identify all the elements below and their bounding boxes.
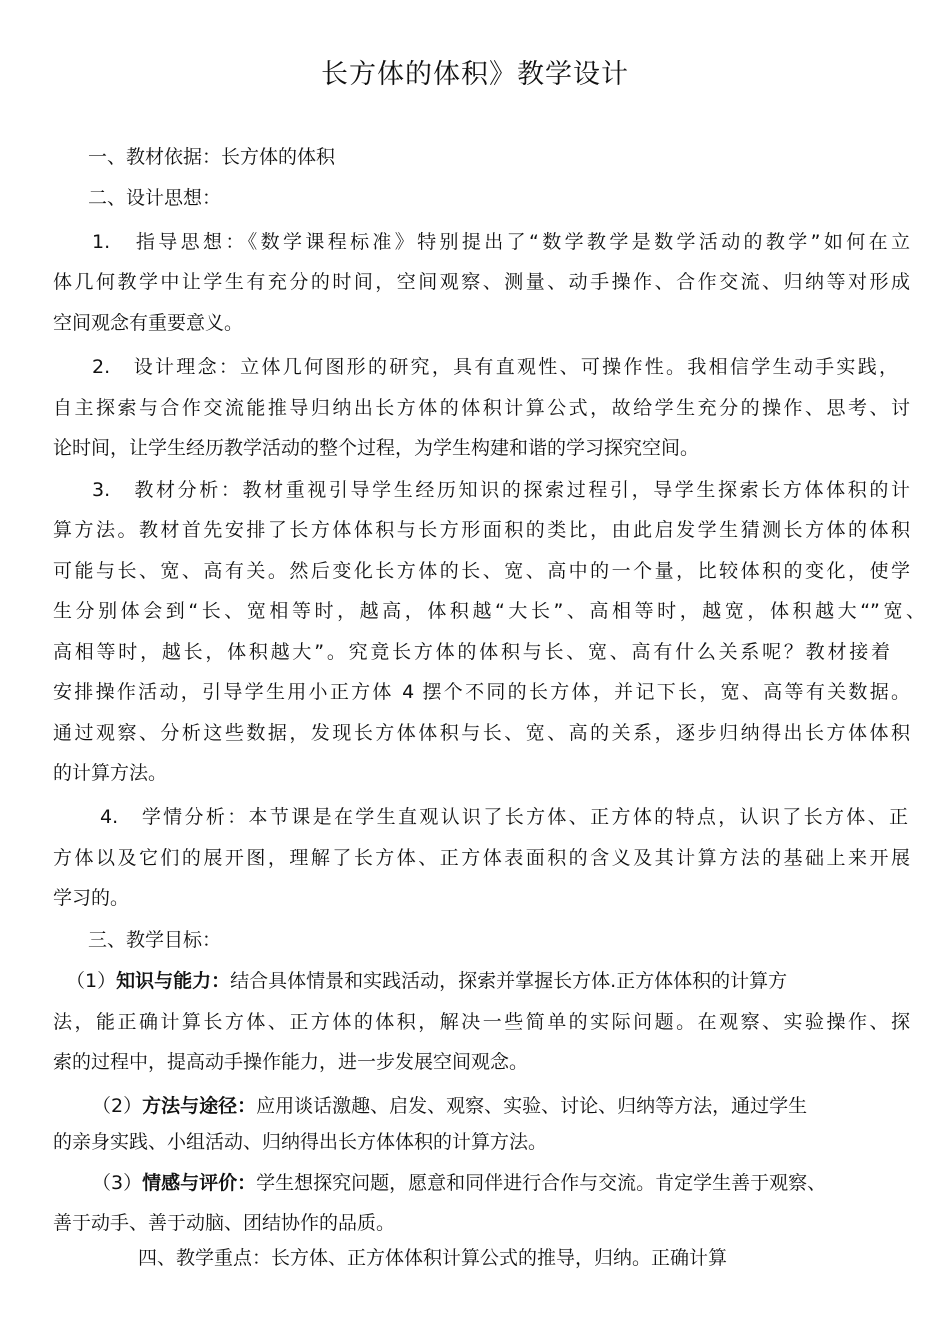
paragraph-1-line: 空间观念有重要意义。 xyxy=(53,312,244,334)
goal-2-text: 应用谈话激趣、启发、观察、实验、讨论、归纳等方法，通过学生 xyxy=(256,1095,808,1117)
section-4 xyxy=(138,1245,727,1271)
section-1-text: 长方体的体积 xyxy=(221,146,336,168)
goal-1-line: 索的过程中，提高动手操作能力，进一步发展空间观念。 xyxy=(53,1051,529,1073)
paragraph-1-line: 体几何教学中让学生有充分的时间，空间观察、测量、动手操作、合作交流、归纳等对形成 xyxy=(53,271,910,293)
goal-2-prefix: （2） xyxy=(92,1095,143,1117)
paragraph-3-line: 的计算方法。 xyxy=(53,762,168,784)
paragraph-2-line: 2. 设计理念：立体几何图形的研究，具有直观性、可操作性。我相信学生动手实践， xyxy=(92,356,898,378)
section-3-heading: 三、教学目标： xyxy=(88,929,222,951)
paragraph-3-line: 高相等时，越长，体积越大”。究竟长方体的体积与长、宽、高有什么关系呢？教材接着 xyxy=(53,641,890,663)
paragraph-4-line: 方体以及它们的展开图，理解了长方体、正方体表面积的含义及其计算方法的基础上来开展 xyxy=(53,847,910,869)
paragraph-3-line: 可能与长、宽、高有关。然后变化长方体的长、宽、高中的一个量，比较体积的变化，使学 xyxy=(53,560,910,582)
goal-1-line xyxy=(66,968,898,994)
section-4-heading: 四、教学重点： xyxy=(138,1247,272,1269)
section-2-heading: 二、设计思想： xyxy=(88,187,222,209)
goal-3-line xyxy=(92,1170,826,1196)
document-title: 长方体的体积》教学设计 xyxy=(321,59,629,90)
goal-3-prefix: （3） xyxy=(92,1172,143,1194)
paragraph-4-line: 学习的。 xyxy=(53,887,130,909)
goal-2-line xyxy=(92,1093,807,1119)
paragraph-4-line: 4. 学情分析：本节课是在学生直观认识了长方体、正方体的特点，认识了长方体、正 xyxy=(100,806,908,828)
goal-1-label: 知识与能力： xyxy=(116,970,231,992)
goal-3-label: 情感与评价： xyxy=(142,1172,257,1194)
goal-1-line: 法，能正确计算长方体、正方体的体积，解决一些简单的实际问题。在观察、实验操作、探 xyxy=(53,1011,910,1033)
goal-3-line: 善于动手、善于动脑、团结协作的品质。 xyxy=(53,1212,396,1234)
paragraph-3-line: 安排操作活动，引导学生用小正方体 4 摆个不同的长方体，并记下长，宽、高等有关数据。 xyxy=(53,681,910,703)
section-1-heading: 一、教材依据： xyxy=(88,146,222,168)
goal-1-prefix: （1） xyxy=(66,970,117,992)
goal-2-label: 方法与途径： xyxy=(142,1095,257,1117)
paragraph-2-line: 论时间，让学生经历教学活动的整个过程，为学生构建和谐的学习探究空间。 xyxy=(53,437,700,459)
paragraph-3-line: 算方法。教材首先安排了长方体体积与长方形面积的类比，由此启发学生猜测长方体的体积 xyxy=(53,519,910,541)
section-4-text: 长方体、正方体体积计算公式的推导，归纳。正确计算 xyxy=(271,1247,728,1269)
paragraph-3-line: 通过观察、分析这些数据，发现长方体体积与长、宽、高的关系，逐步归纳得出长方体体积 xyxy=(53,722,910,744)
paragraph-3-line: 生分别体会到“长、宽相等时，越高，体积越“大长”、高相等时，越宽，体积越大“”宽、 xyxy=(53,600,925,622)
goal-3-text: 学生想探究问题，愿意和同伴进行合作与交流。肯定学生善于观察、 xyxy=(256,1172,827,1194)
paragraph-1-line: 1. 指导思想：《数学课程标准》特别提出了“数学教学是数学活动的教学”如何在立 xyxy=(92,231,910,253)
section-1 xyxy=(88,144,335,170)
paragraph-2-line: 自主探索与合作交流能推导归纳出长方体的体积计算公式，故给学生充分的操作、思考、讨 xyxy=(53,397,910,419)
goal-1-text: 结合具体情景和实践活动，探索并掌握长方体.正方体体积的计算方 xyxy=(230,970,788,992)
paragraph-3-line: 3. 教材分析：教材重视引导学生经历知识的探索过程引，导学生探索长方体体积的计 xyxy=(92,479,910,501)
goal-2-line: 的亲身实践、小组活动、归纳得出长方体体积的计算方法。 xyxy=(53,1131,548,1153)
